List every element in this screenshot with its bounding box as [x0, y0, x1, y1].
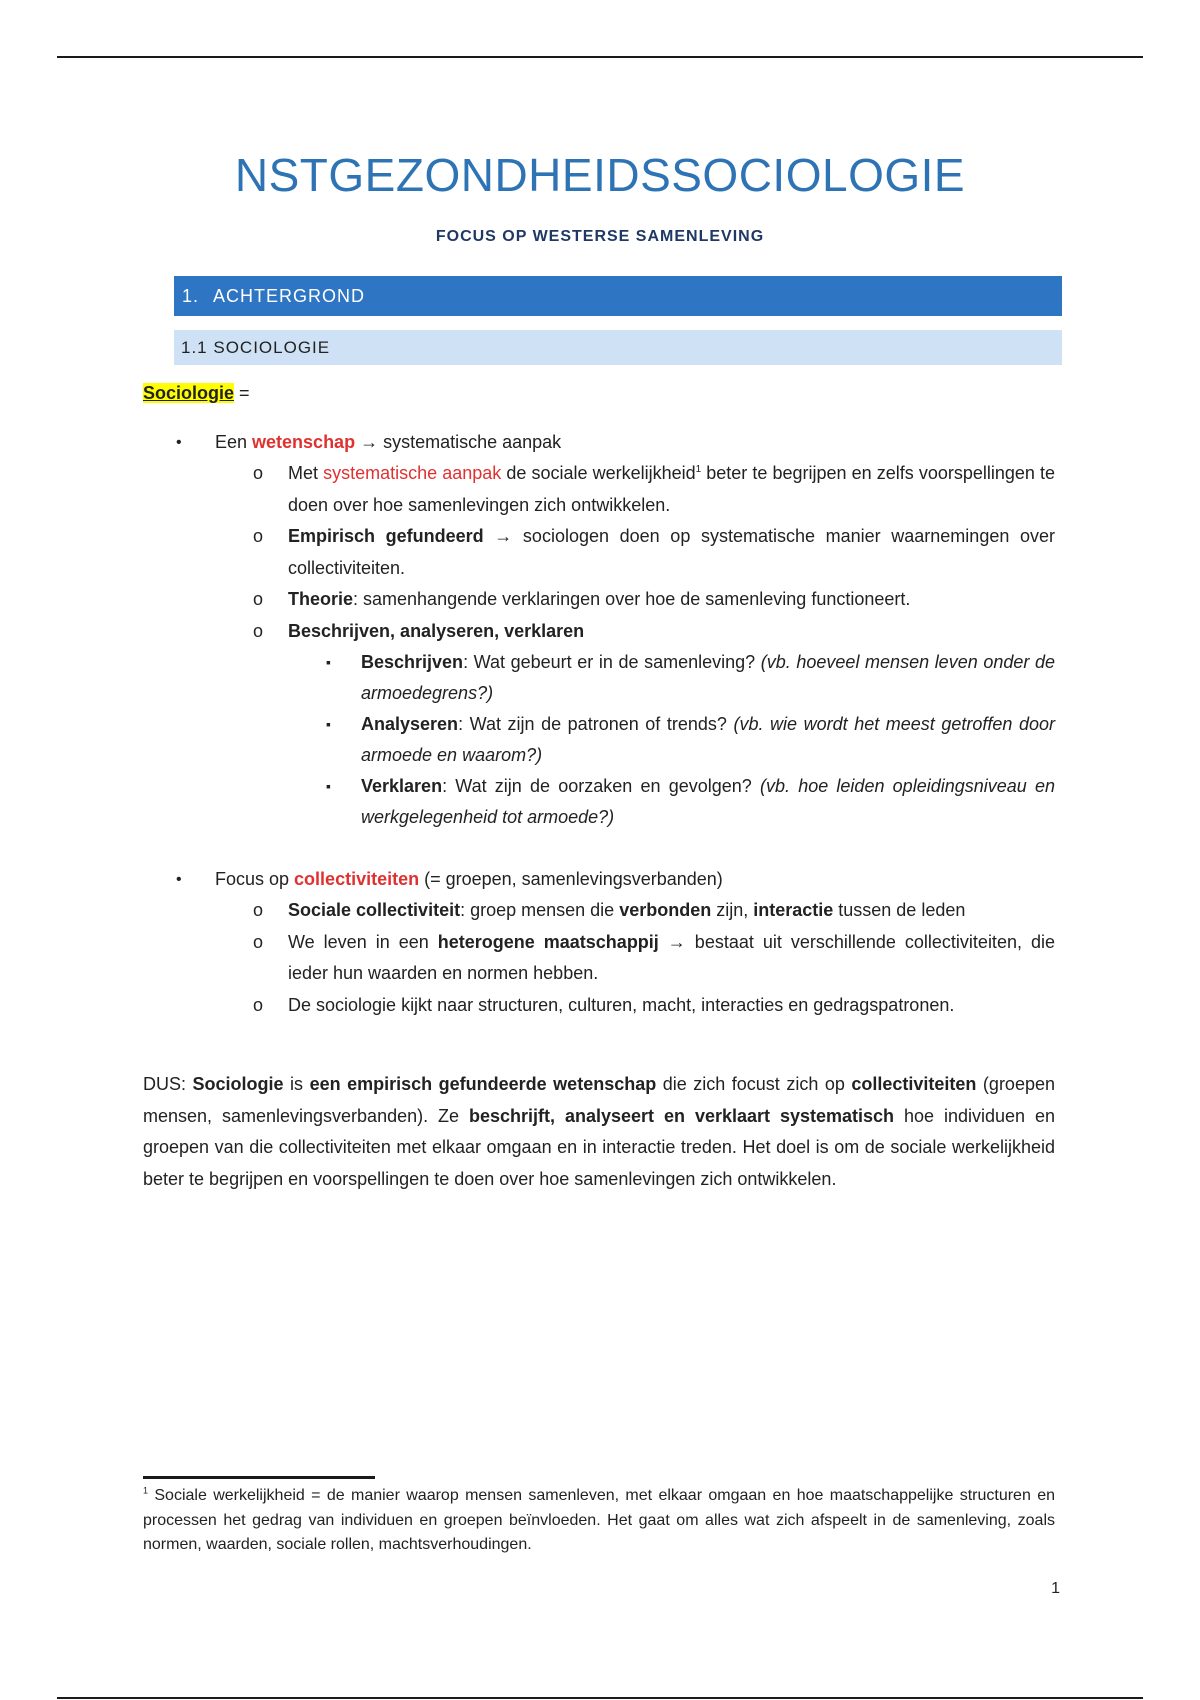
- keyword-systematische-aanpak: systematische aanpak: [323, 463, 502, 483]
- subsection-heading-sociologie: 1.1 SOCIOLOGIE: [174, 330, 1062, 365]
- keyword-collectiviteiten: collectiviteiten: [294, 869, 420, 889]
- arrow-icon: →: [355, 432, 384, 452]
- bullet-dot-icon: •: [176, 871, 182, 888]
- section-number: 1.: [182, 286, 200, 306]
- page-number: 1: [1051, 1580, 1060, 1597]
- summary-paragraph: DUS: Sociologie is een empirisch gefundeerde wetenschap die zich focust zich op collectiviteiten (groepen mensen, samenlevingsverbanden). Ze beschrijft, analyseert en verklaart systematisch hoe individuen en groepen van die collectiviteiten met elkaar omgaan en in interactie treden. Het doel is om de sociale werkelijkheid beter te begrijpen en voorspellingen te doen over hoe samenlevingen zich ontwikkelen.: [143, 1074, 1055, 1189]
- header-rule: [57, 56, 1143, 58]
- section-heading-achtergrond: [174, 276, 1062, 316]
- bullet-circle-icon: o: [253, 589, 264, 609]
- bullet-circle-icon: o: [253, 463, 264, 483]
- list-item-theorie: o Theorie: samenhangende verklaringen over hoe de samenleving functioneert.: [143, 584, 1055, 616]
- footnote: [143, 1484, 1055, 1558]
- list-item-beschrijven: ▪ Beschrijven: Wat gebeurt er in de samenleving? (vb. hoeveel mensen leven onder de armoedegrens?): [143, 647, 1055, 709]
- footnote-reference[interactable]: 1: [695, 464, 702, 475]
- footnote-text: Sociale werkelijkheid = de manier waarop mensen samenleven, met elkaar omgaan en hoe maatschappelijke structuren en processen het gedrag van individuen en groepen beïnvloeden. Het gaat om alles wat zich afspeelt in de samenleving, zoals normen, waarden, sociale rollen, machtsverhoudingen.: [143, 1487, 1055, 1553]
- bullet-circle-icon: o: [253, 994, 264, 1015]
- section-title: ACHTERGROND: [213, 286, 366, 306]
- bullet-circle-icon: o: [253, 526, 264, 546]
- bullet-circle-icon: o: [253, 931, 264, 952]
- document-title: NSTGEZONDHEIDSSOCIOLOGIE: [234, 149, 966, 201]
- bullet-square-icon: ▪: [326, 654, 331, 670]
- footnote-separator: [143, 1476, 375, 1479]
- bullet-list-main: [143, 427, 1055, 1021]
- list-item-systematische-aanpak: o Met systematische aanpak de sociale werkelijkheid$^1$ beter te begrijpen en zelfs voorspellingen te doen over hoe samenlevingen zich ontwikkelen.: [143, 458, 1055, 521]
- list-item-wetenschap: • Een wetenschap → systematische aanpak: [143, 427, 1055, 458]
- body-content: [143, 378, 1055, 1195]
- bullet-square-icon: ▪: [326, 716, 331, 732]
- list-item-collectiviteiten: • Focus op collectiviteiten (= groepen, samenlevingsverbanden): [143, 864, 1055, 895]
- bullet-circle-icon: o: [253, 900, 264, 920]
- bullet-circle-icon: o: [253, 620, 264, 641]
- bullet-dot-icon: •: [176, 434, 182, 451]
- list-item-analyseren: ▪ Analyseren: Wat zijn de patronen of trends? (vb. wie wordt het meest getroffen door armoede en waarom?): [143, 709, 1055, 771]
- definition-line: [143, 378, 1055, 408]
- list-item-beschrijven-analyseren-verklaren: o Beschrijven, analyseren, verklaren: [143, 616, 1055, 648]
- bullet-square-icon: ▪: [326, 778, 331, 794]
- definition-equals: =: [234, 383, 250, 403]
- list-item-heterogene-maatschappij: o We leven in een heterogene maatschappij → bestaat uit verschillende collectiviteiten, die ieder hun waarden en normen hebben.: [143, 927, 1055, 990]
- definition-term: Sociologie: [143, 383, 235, 403]
- footnote-marker: 1: [143, 1485, 149, 1496]
- document-subtitle: FOCUS OP WESTERSE SAMENLEVING: [435, 228, 765, 245]
- list-item-sociale-collectiviteit: o Sociale collectiviteit: groep mensen die verbonden zijn, interactie tussen de leden: [143, 895, 1055, 927]
- footer-rule: [57, 1697, 1143, 1699]
- keyword-wetenschap: wetenschap: [252, 432, 356, 452]
- list-item-verklaren: ▪ Verklaren: Wat zijn de oorzaken en gevolgen? (vb. hoe leiden opleidingsniveau en werkgelegenheid tot armoede?): [143, 771, 1055, 833]
- list-item-structuren: o De sociologie kijkt naar structuren, culturen, macht, interacties en gedragspatronen.: [143, 990, 1055, 1022]
- list-item-empirisch: o Empirisch gefundeerd → sociologen doen op systematische manier waarnemingen over collectiviteiten.: [143, 521, 1055, 584]
